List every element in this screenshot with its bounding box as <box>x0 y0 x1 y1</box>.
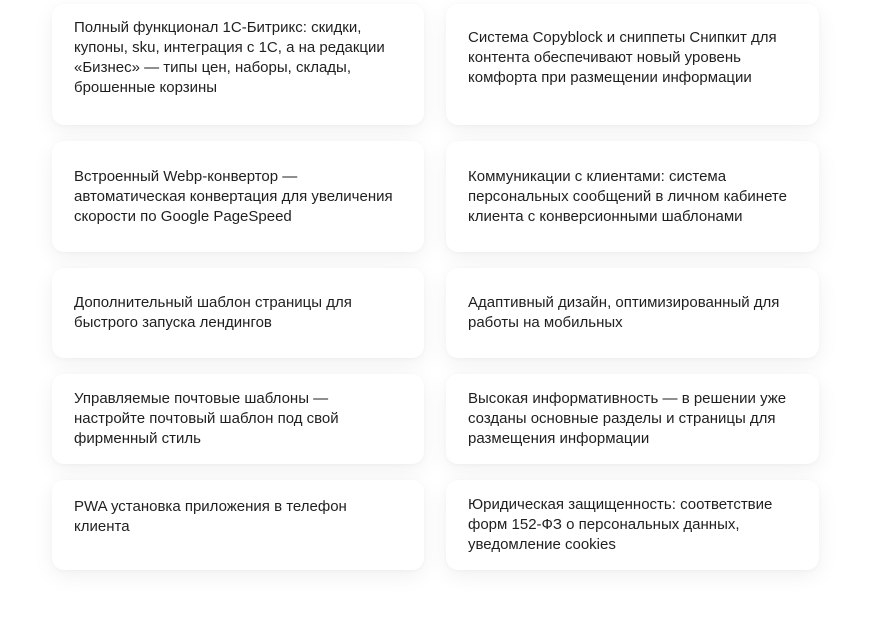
feature-card-mail-templates <box>52 374 424 464</box>
feature-card-landing-template <box>52 268 424 358</box>
feature-card-bitrix-functionality <box>52 4 424 125</box>
feature-text: Коммуникации с клиентами: система персональных сообщений в личном кабинете клиента с конверсионными шаблонами <box>468 167 787 225</box>
feature-text: Управляемые почтовые шаблоны — настройте почтовый шаблон под свой фирменный стиль <box>74 390 339 447</box>
feature-text: Высокая информативность — в решении уже созданы основные разделы и страницы для размещения информации <box>468 390 787 447</box>
feature-text: Система Copyblock и сниппеты Снипкит для контента обеспечивают новый уровень комфорта при размещении информации <box>468 29 777 86</box>
feature-text: Юридическая защищенность: соответствие форм 152-ФЗ о персональных данных, уведомление cookies <box>468 496 773 553</box>
feature-card-legal-protection <box>446 480 819 570</box>
feature-text: Полный функционал 1С-Битрикс: скидки, купоны, sku, интеграция с 1С, а на редакции «Бизнес» — типы цен, наборы, склады, брошенные корзины <box>74 19 385 96</box>
feature-text: Дополнительный шаблон страницы для быстрого запуска лендингов <box>74 294 352 331</box>
feature-card-client-communications <box>446 141 819 252</box>
feature-card-copyblock <box>446 4 819 125</box>
feature-text: PWA установка приложения в телефон клиента <box>74 498 347 535</box>
feature-card-informativeness <box>446 374 819 464</box>
feature-card-webp-converter <box>52 141 424 252</box>
feature-card-pwa <box>52 480 424 570</box>
feature-card-adaptive-design <box>446 268 819 358</box>
feature-text: Встроенный Webp-конвертор — автоматическая конвертация для увеличения скорости по Google PageSpeed <box>74 167 393 225</box>
feature-text: Адаптивный дизайн, оптимизированный для работы на мобильных <box>468 294 780 331</box>
